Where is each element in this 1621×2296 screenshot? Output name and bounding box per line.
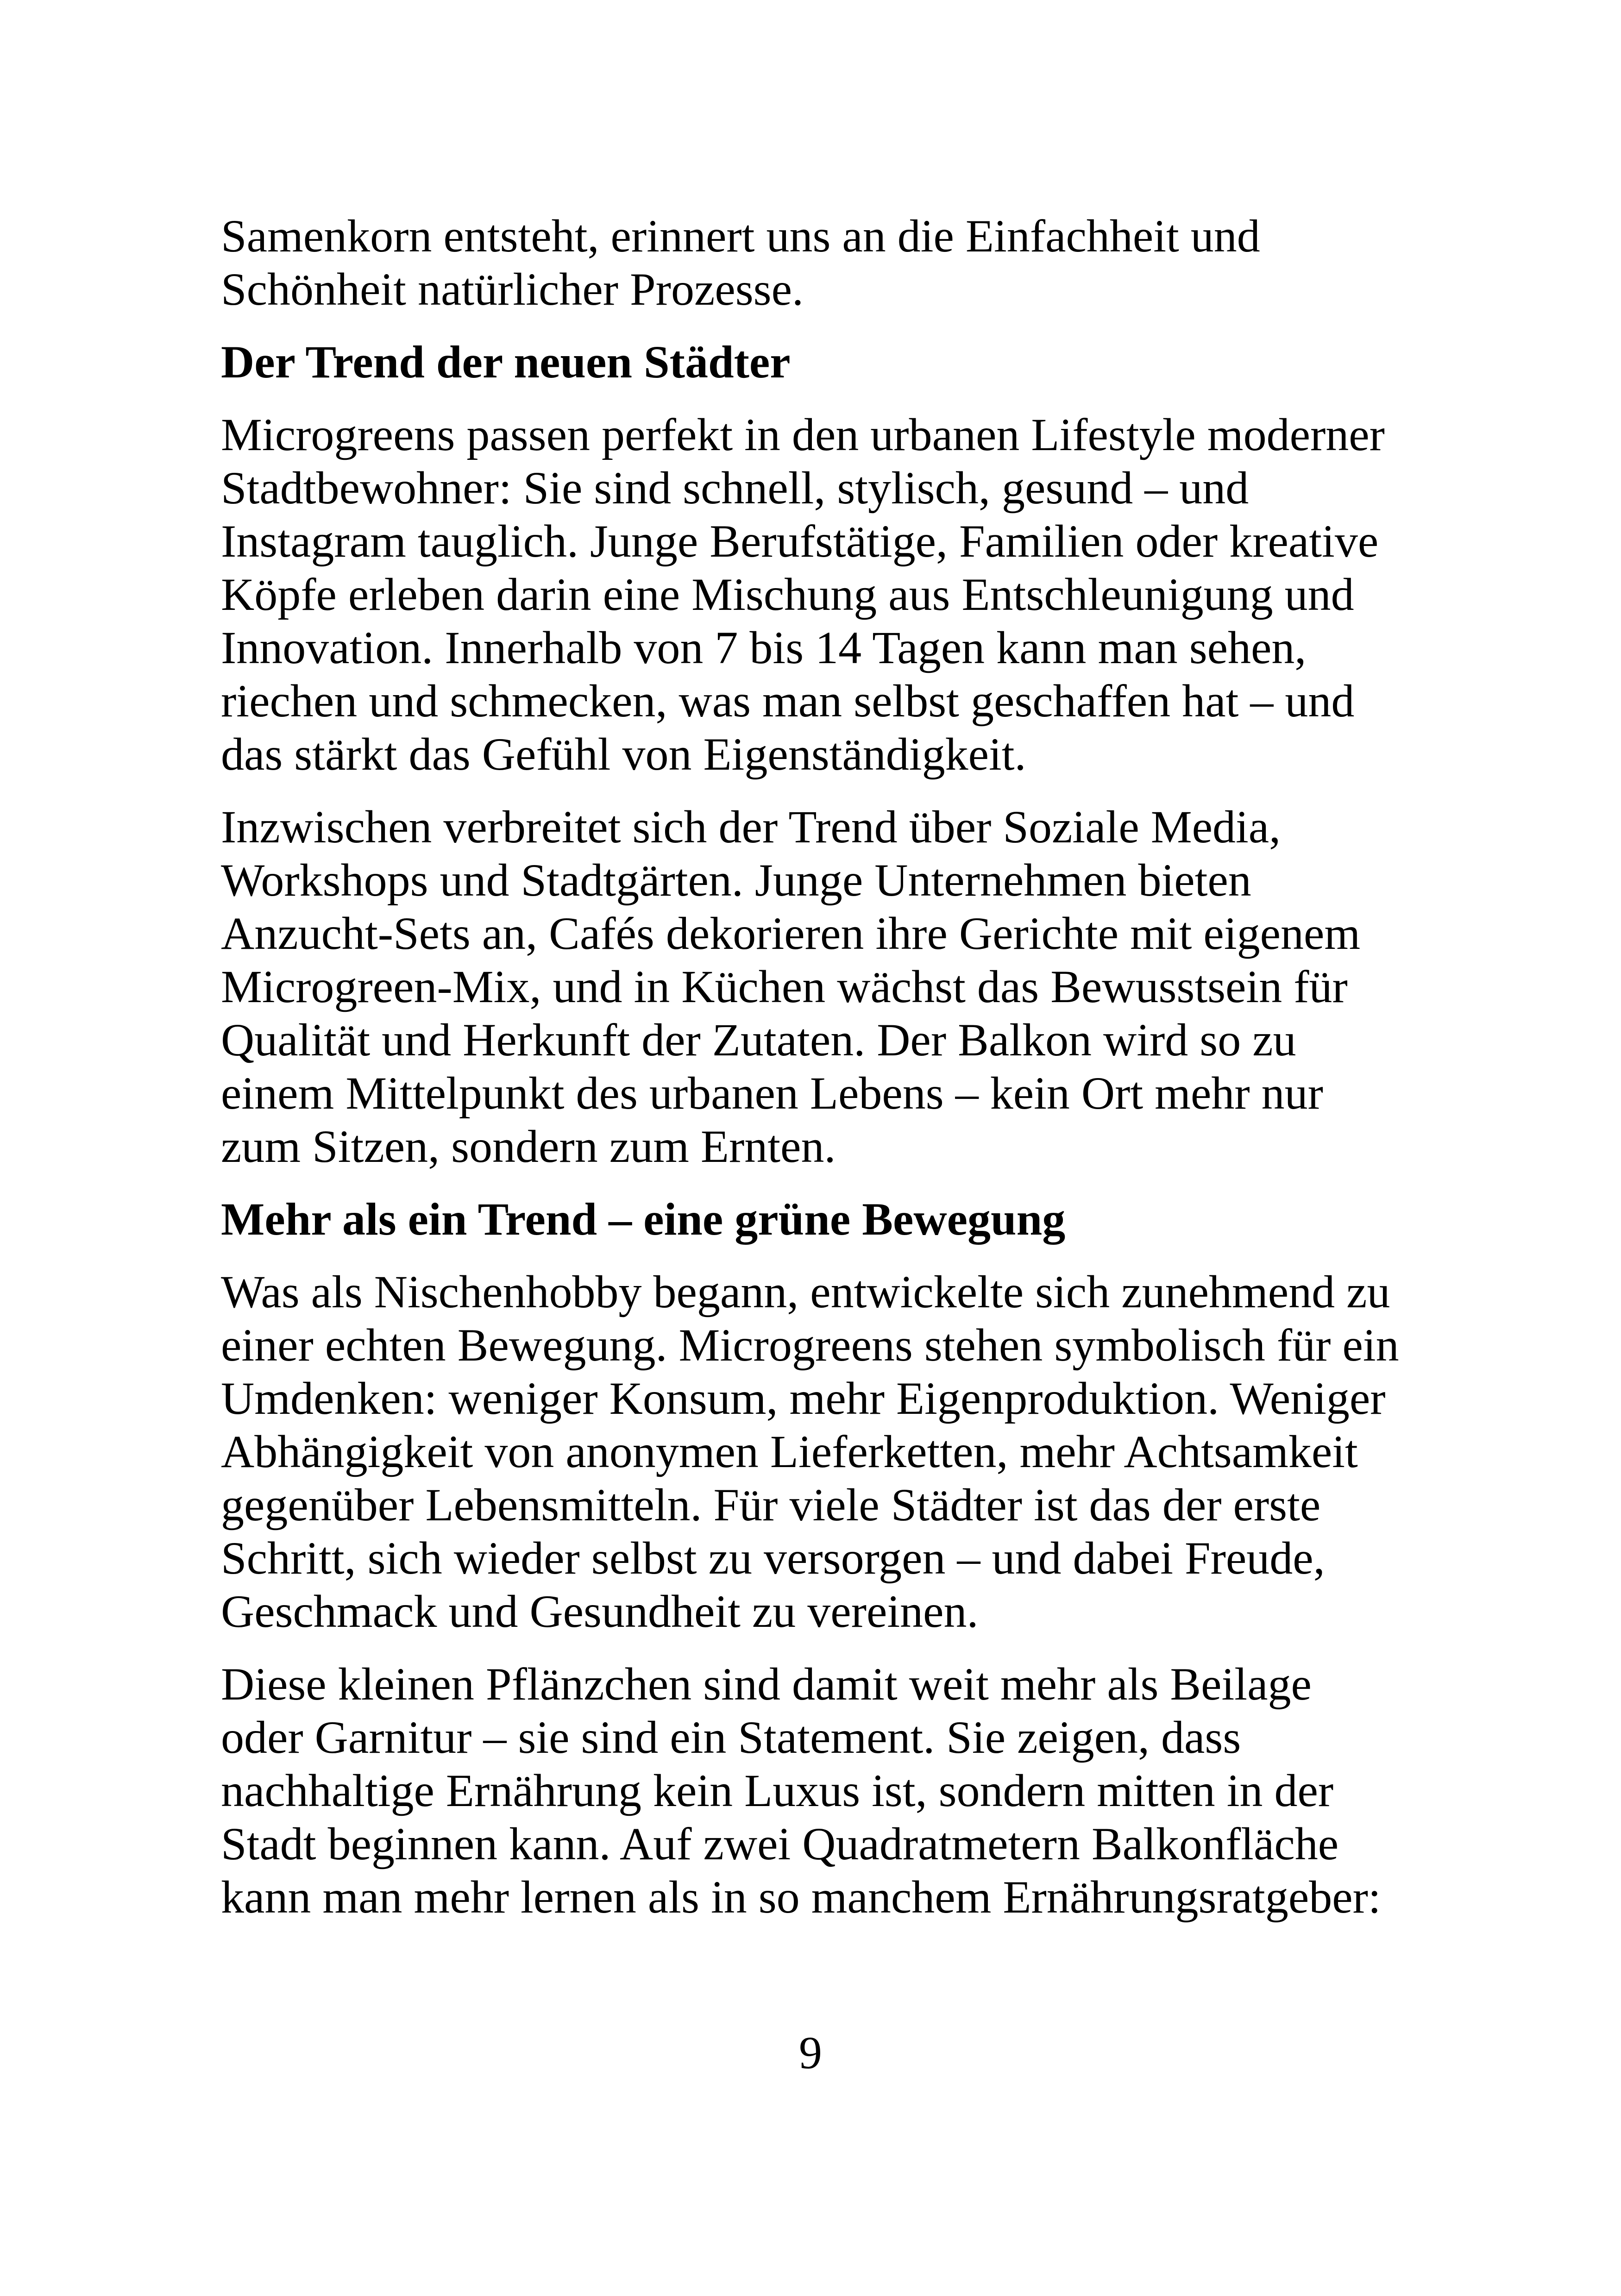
text-line: Diese kleinen Pflänzchen sind damit weit mehr als Beilage — [221, 1658, 1312, 1710]
text-line: Instagram tauglich. Junge Berufstätige, Familien oder kreative — [221, 515, 1379, 567]
paragraph-niche-hobby — [221, 1265, 1425, 1638]
text-line: Schönheit natürlicher Prozesse. — [221, 263, 804, 315]
text-line: einem Mittelpunkt des urbanen Lebens – kein Ort mehr nur — [221, 1067, 1323, 1119]
text-line: Stadt beginnen kann. Auf zwei Quadratmetern Balkonfläche — [221, 1818, 1339, 1869]
text-line: Qualität und Herkunft der Zutaten. Der Balkon wird so zu — [221, 1014, 1296, 1066]
text-line: Abhängigkeit von anonymen Lieferketten, mehr Achtsamkeit — [221, 1426, 1358, 1477]
text-line: riechen und schmecken, was man selbst geschaffen hat – und — [221, 675, 1355, 727]
paragraph-trend-spread — [221, 800, 1425, 1173]
text-line: Inzwischen verbreitet sich der Trend über Soziale Media, — [221, 801, 1281, 853]
text-line: Innovation. Innerhalb von 7 bis 14 Tagen kann man sehen, — [221, 622, 1307, 673]
text-line: nachhaltige Ernährung kein Luxus ist, sondern mitten in der — [221, 1765, 1334, 1816]
paragraph-statement — [221, 1657, 1425, 1924]
text-line: Was als Nischenhobby begann, entwickelte sich zunehmend zu — [221, 1266, 1390, 1317]
text-line: kann man mehr lernen als in so manchem Ernährungsratgeber: — [221, 1871, 1381, 1923]
text-line: oder Garnitur – sie sind ein Statement. Sie zeigen, dass — [221, 1712, 1241, 1763]
text-line: einer echten Bewegung. Microgreens stehen symbolisch für ein — [221, 1319, 1399, 1371]
text-line: Köpfe erleben darin eine Mischung aus Entschleunigung und — [221, 569, 1354, 620]
text-line: Samenkorn entsteht, erinnert uns an die Einfachheit und — [221, 210, 1260, 262]
text-line: Microgreen-Mix, und in Küchen wächst das Bewusstsein für — [221, 961, 1348, 1012]
text-line: Umdenken: weniger Konsum, mehr Eigenproduktion. Weniger — [221, 1373, 1386, 1424]
text-line: Anzucht-Sets an, Cafés dekorieren ihre Gerichte mit eigenem — [221, 908, 1361, 959]
text-line: das stärkt das Gefühl von Eigenständigkeit. — [221, 728, 1026, 780]
text-line: gegenüber Lebensmitteln. Für viele Städter ist das der erste — [221, 1479, 1321, 1531]
paragraph-urban-lifestyle — [221, 408, 1425, 781]
text-line: Microgreens passen perfekt in den urbanen Lifestyle moderner — [221, 409, 1385, 460]
text-line: Schritt, sich wieder selbst zu versorgen – und dabei Freude, — [221, 1532, 1325, 1584]
section-heading-trend: Der Trend der neuen Städter — [221, 336, 791, 388]
text-line: zum Sitzen, sondern zum Ernten. — [221, 1121, 836, 1172]
paragraph-intro-continuation — [221, 209, 1425, 316]
text-line: Geschmack und Gesundheit zu vereinen. — [221, 1586, 979, 1637]
text-line: Workshops und Stadtgärten. Junge Unternehmen bieten — [221, 854, 1251, 906]
page-number: 9 — [799, 2027, 822, 2078]
text-line: Stadtbewohner: Sie sind schnell, stylisch, gesund – und — [221, 462, 1249, 514]
page-body — [221, 209, 1425, 1943]
section-heading-green-movement: Mehr als ein Trend – eine grüne Bewegung — [221, 1193, 1066, 1245]
